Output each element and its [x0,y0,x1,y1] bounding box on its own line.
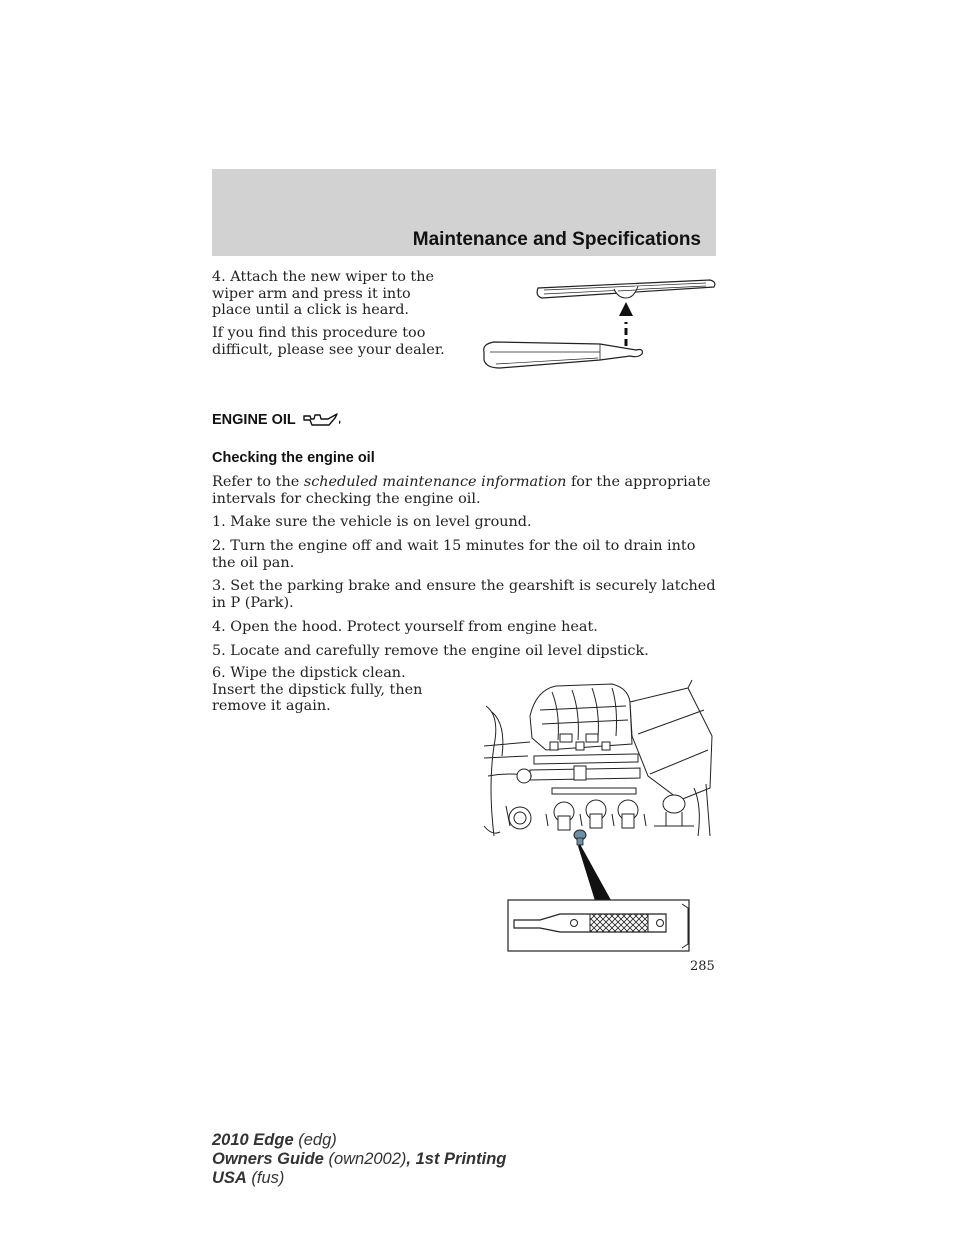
section-title: Maintenance and Specifications [412,229,701,250]
footer-market-code: (fus) [246,1169,285,1187]
footer-line-3 [212,1169,506,1188]
step-5: 5. Locate and carefully remove the engine oil level dipstick. [212,643,649,659]
wiper-step-4: 4. Attach the new wiper to the wiper arm and press it into place until a click is heard. [212,269,435,318]
footer-model-code: (edg) [293,1131,337,1149]
page-number: 285 [690,959,715,974]
step-3: 3. Set the parking brake and ensure the gearshift is securely latched in P (Park). [212,578,716,611]
engine-dipstick-illustration [480,676,716,954]
footer-printing: , 1st Printing [406,1150,507,1168]
wiper-attachment-illustration [480,272,718,374]
footer-guide-code: (own2002) [323,1150,407,1168]
step-6: 6. Wipe the dipstick clean. Insert the dipstick fully, then remove it again. [212,665,423,714]
footer-model: 2010 Edge [212,1131,294,1149]
footer-guide: Owners Guide [212,1150,324,1168]
section-header-band [212,169,716,256]
dealer-note: If you find this procedure too difficult, please see your dealer. [212,325,445,358]
step-4: 4. Open the hood. Protect yourself from engine heat. [212,619,598,635]
footer-line-1 [212,1131,506,1150]
engine-oil-heading [212,411,342,428]
oil-can-icon [302,411,342,427]
intro-text-after: for the appropriate intervals for checking the engine oil. [212,474,711,507]
engine-oil-heading-text: ENGINE OIL [212,412,296,428]
intro-paragraph [212,474,716,507]
footer-line-2 [212,1150,506,1169]
checking-engine-oil-subheading: Checking the engine oil [212,450,375,466]
scheduled-maintenance-reference: scheduled maintenance information [303,474,567,490]
footer-market: USA [212,1169,247,1187]
step-2: 2. Turn the engine off and wait 15 minutes for the oil to drain into the oil pan. [212,538,696,571]
intro-text-before: Refer to the [212,474,304,490]
step-1: 1. Make sure the vehicle is on level ground. [212,514,532,530]
document-footer [212,1131,506,1188]
